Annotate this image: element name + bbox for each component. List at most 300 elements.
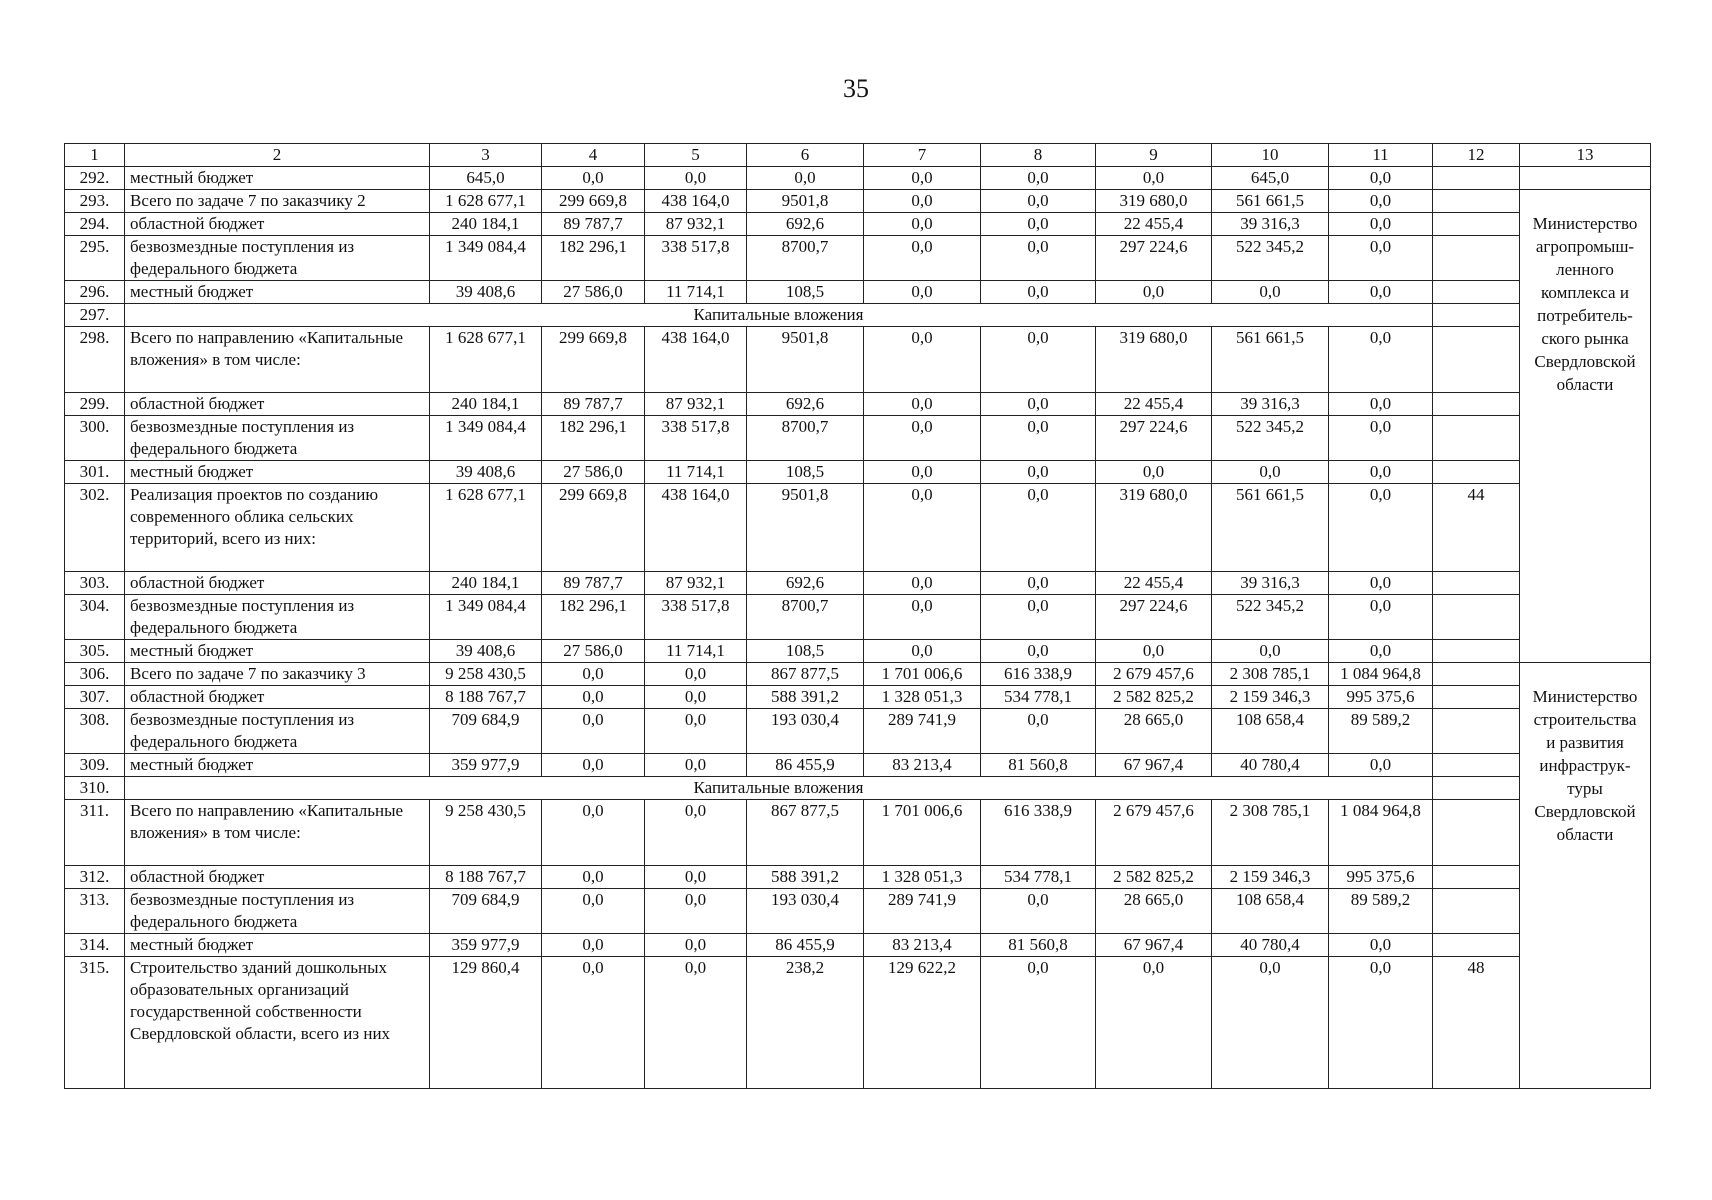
column-header: 7 bbox=[864, 144, 981, 167]
column-12-cell bbox=[1433, 213, 1520, 236]
row-number: 302. bbox=[65, 484, 125, 572]
row-label: безвозмездные поступления из федерального бюджета bbox=[125, 416, 430, 461]
value-cell: 2 308 785,1 bbox=[1212, 800, 1329, 866]
value-cell: 645,0 bbox=[1212, 167, 1329, 190]
value-cell: 11 714,1 bbox=[645, 281, 747, 304]
value-cell: 0,0 bbox=[864, 640, 981, 663]
value-cell: 27 586,0 bbox=[542, 640, 645, 663]
column-12-cell bbox=[1433, 934, 1520, 957]
value-cell: 0,0 bbox=[1329, 461, 1433, 484]
value-cell: 11 714,1 bbox=[645, 640, 747, 663]
value-cell: 0,0 bbox=[1329, 572, 1433, 595]
value-cell: 67 967,4 bbox=[1096, 754, 1212, 777]
value-cell: 9501,8 bbox=[747, 190, 864, 213]
value-cell: 8700,7 bbox=[747, 236, 864, 281]
value-cell: 40 780,4 bbox=[1212, 754, 1329, 777]
value-cell: 561 661,5 bbox=[1212, 327, 1329, 393]
value-cell: 81 560,8 bbox=[981, 754, 1096, 777]
value-cell: 438 164,0 bbox=[645, 484, 747, 572]
value-cell: 0,0 bbox=[1096, 640, 1212, 663]
value-cell: 89 787,7 bbox=[542, 213, 645, 236]
value-cell: 182 296,1 bbox=[542, 595, 645, 640]
value-cell: 0,0 bbox=[1329, 213, 1433, 236]
value-cell: 0,0 bbox=[981, 393, 1096, 416]
value-cell: 692,6 bbox=[747, 572, 864, 595]
value-cell: 709 684,9 bbox=[430, 889, 542, 934]
value-cell: 0,0 bbox=[981, 281, 1096, 304]
value-cell: 0,0 bbox=[1329, 416, 1433, 461]
row-label: местный бюджет bbox=[125, 934, 430, 957]
column-header: 4 bbox=[542, 144, 645, 167]
column-12-cell bbox=[1433, 709, 1520, 754]
column-12-cell bbox=[1433, 281, 1520, 304]
value-cell: 867 877,5 bbox=[747, 800, 864, 866]
value-cell: 0,0 bbox=[981, 190, 1096, 213]
value-cell: 0,0 bbox=[864, 572, 981, 595]
value-cell: 28 665,0 bbox=[1096, 709, 1212, 754]
value-cell: 0,0 bbox=[542, 934, 645, 957]
column-header: 10 bbox=[1212, 144, 1329, 167]
value-cell: 588 391,2 bbox=[747, 866, 864, 889]
value-cell: 0,0 bbox=[1329, 640, 1433, 663]
value-cell: 0,0 bbox=[1329, 327, 1433, 393]
value-cell: 0,0 bbox=[542, 663, 645, 686]
value-cell: 0,0 bbox=[542, 800, 645, 866]
column-header: 1 bbox=[65, 144, 125, 167]
value-cell: 108 658,4 bbox=[1212, 889, 1329, 934]
value-cell: 0,0 bbox=[1096, 461, 1212, 484]
row-label: местный бюджет bbox=[125, 640, 430, 663]
value-cell: 0,0 bbox=[981, 889, 1096, 934]
column-12-cell bbox=[1433, 866, 1520, 889]
value-cell: 86 455,9 bbox=[747, 754, 864, 777]
value-cell: 438 164,0 bbox=[645, 190, 747, 213]
value-cell: 1 084 964,8 bbox=[1329, 800, 1433, 866]
value-cell: 561 661,5 bbox=[1212, 484, 1329, 572]
row-number: 307. bbox=[65, 686, 125, 709]
value-cell: 1 084 964,8 bbox=[1329, 663, 1433, 686]
value-cell: 995 375,6 bbox=[1329, 866, 1433, 889]
column-12-cell bbox=[1433, 754, 1520, 777]
row-label: безвозмездные поступления из федерального бюджета bbox=[125, 889, 430, 934]
value-cell: 0,0 bbox=[864, 484, 981, 572]
value-cell: 22 455,4 bbox=[1096, 572, 1212, 595]
column-12-cell bbox=[1433, 889, 1520, 934]
column-12-cell bbox=[1433, 236, 1520, 281]
column-header: 11 bbox=[1329, 144, 1433, 167]
section-title: Капитальные вложения bbox=[125, 304, 1433, 327]
row-label: безвозмездные поступления из федерального бюджета bbox=[125, 595, 430, 640]
value-cell: 0,0 bbox=[542, 754, 645, 777]
value-cell: 0,0 bbox=[864, 281, 981, 304]
value-cell: 0,0 bbox=[864, 190, 981, 213]
value-cell: 0,0 bbox=[981, 327, 1096, 393]
value-cell: 108 658,4 bbox=[1212, 709, 1329, 754]
value-cell: 0,0 bbox=[542, 866, 645, 889]
value-cell: 359 977,9 bbox=[430, 934, 542, 957]
value-cell: 0,0 bbox=[645, 709, 747, 754]
column-12-cell: 48 bbox=[1433, 957, 1520, 1089]
value-cell: 240 184,1 bbox=[430, 572, 542, 595]
column-12-cell bbox=[1433, 461, 1520, 484]
value-cell: 0,0 bbox=[864, 167, 981, 190]
column-12-cell bbox=[1433, 393, 1520, 416]
value-cell: 87 932,1 bbox=[645, 213, 747, 236]
row-number: 308. bbox=[65, 709, 125, 754]
column-12-cell bbox=[1433, 327, 1520, 393]
value-cell: 297 224,6 bbox=[1096, 236, 1212, 281]
value-cell: 319 680,0 bbox=[1096, 190, 1212, 213]
value-cell: 89 787,7 bbox=[542, 393, 645, 416]
value-cell: 0,0 bbox=[1212, 957, 1329, 1089]
row-label: Всего по задаче 7 по заказчику 2 bbox=[125, 190, 430, 213]
value-cell: 1 628 677,1 bbox=[430, 190, 542, 213]
row-number: 312. bbox=[65, 866, 125, 889]
value-cell: 67 967,4 bbox=[1096, 934, 1212, 957]
table-row bbox=[65, 777, 1651, 800]
column-12-cell bbox=[1433, 167, 1520, 190]
table-body bbox=[65, 144, 1651, 1089]
row-label: Реализация проектов по созданию современного облика сельских территорий, всего из них: bbox=[125, 484, 430, 572]
table-row bbox=[65, 866, 1651, 889]
value-cell: 2 159 346,3 bbox=[1212, 686, 1329, 709]
value-cell: 0,0 bbox=[864, 327, 981, 393]
value-cell: 0,0 bbox=[747, 167, 864, 190]
value-cell: 0,0 bbox=[981, 213, 1096, 236]
value-cell: 0,0 bbox=[1329, 754, 1433, 777]
row-number: 304. bbox=[65, 595, 125, 640]
value-cell: 39 316,3 bbox=[1212, 213, 1329, 236]
value-cell: 534 778,1 bbox=[981, 686, 1096, 709]
value-cell: 709 684,9 bbox=[430, 709, 542, 754]
value-cell: 2 582 825,2 bbox=[1096, 686, 1212, 709]
table-row bbox=[65, 327, 1651, 393]
column-12-cell bbox=[1433, 572, 1520, 595]
value-cell: 81 560,8 bbox=[981, 934, 1096, 957]
value-cell: 27 586,0 bbox=[542, 281, 645, 304]
value-cell: 2 679 457,6 bbox=[1096, 800, 1212, 866]
column-header: 13 bbox=[1520, 144, 1651, 167]
row-number: 314. bbox=[65, 934, 125, 957]
value-cell: 0,0 bbox=[1329, 281, 1433, 304]
value-cell: 108,5 bbox=[747, 461, 864, 484]
value-cell: 297 224,6 bbox=[1096, 595, 1212, 640]
value-cell: 193 030,4 bbox=[747, 709, 864, 754]
value-cell: 1 349 084,4 bbox=[430, 236, 542, 281]
value-cell: 240 184,1 bbox=[430, 393, 542, 416]
value-cell: 129 860,4 bbox=[430, 957, 542, 1089]
value-cell: 995 375,6 bbox=[1329, 686, 1433, 709]
value-cell: 182 296,1 bbox=[542, 236, 645, 281]
value-cell: 89 589,2 bbox=[1329, 889, 1433, 934]
value-cell: 0,0 bbox=[542, 167, 645, 190]
table-row bbox=[65, 167, 1651, 190]
table-row bbox=[65, 957, 1651, 1089]
value-cell: 11 714,1 bbox=[645, 461, 747, 484]
value-cell: 39 408,6 bbox=[430, 640, 542, 663]
table-row bbox=[65, 416, 1651, 461]
column-12-cell bbox=[1433, 800, 1520, 866]
value-cell: 0,0 bbox=[542, 957, 645, 1089]
value-cell: 22 455,4 bbox=[1096, 393, 1212, 416]
value-cell: 0,0 bbox=[645, 800, 747, 866]
value-cell: 39 316,3 bbox=[1212, 572, 1329, 595]
value-cell: 9501,8 bbox=[747, 484, 864, 572]
value-cell: 2 679 457,6 bbox=[1096, 663, 1212, 686]
column-12-cell bbox=[1433, 416, 1520, 461]
row-label: местный бюджет bbox=[125, 167, 430, 190]
row-label: Строительство зданий дошкольных образовательных организаций государственной собственности Свердловской области, всего из них bbox=[125, 957, 430, 1089]
value-cell: 0,0 bbox=[981, 461, 1096, 484]
value-cell: 319 680,0 bbox=[1096, 484, 1212, 572]
row-label: областной бюджет bbox=[125, 213, 430, 236]
value-cell: 299 669,8 bbox=[542, 190, 645, 213]
value-cell: 1 628 677,1 bbox=[430, 327, 542, 393]
value-cell: 129 622,2 bbox=[864, 957, 981, 1089]
value-cell: 0,0 bbox=[1096, 167, 1212, 190]
value-cell: 299 669,8 bbox=[542, 327, 645, 393]
value-cell: 0,0 bbox=[981, 595, 1096, 640]
value-cell: 0,0 bbox=[1329, 595, 1433, 640]
value-cell: 616 338,9 bbox=[981, 663, 1096, 686]
row-label: областной бюджет bbox=[125, 393, 430, 416]
table-row bbox=[65, 304, 1651, 327]
value-cell: 438 164,0 bbox=[645, 327, 747, 393]
value-cell: 0,0 bbox=[1212, 461, 1329, 484]
value-cell: 0,0 bbox=[981, 167, 1096, 190]
row-number: 313. bbox=[65, 889, 125, 934]
value-cell: 240 184,1 bbox=[430, 213, 542, 236]
table-row bbox=[65, 663, 1651, 686]
value-cell: 193 030,4 bbox=[747, 889, 864, 934]
column-header: 2 bbox=[125, 144, 430, 167]
value-cell: 522 345,2 bbox=[1212, 595, 1329, 640]
value-cell: 0,0 bbox=[864, 236, 981, 281]
row-number: 303. bbox=[65, 572, 125, 595]
row-number: 306. bbox=[65, 663, 125, 686]
value-cell: 87 932,1 bbox=[645, 393, 747, 416]
table-row bbox=[65, 190, 1651, 213]
responsible-organization bbox=[1520, 190, 1651, 663]
value-cell: 8 188 767,7 bbox=[430, 686, 542, 709]
value-cell: 9 258 430,5 bbox=[430, 800, 542, 866]
value-cell: 8 188 767,7 bbox=[430, 866, 542, 889]
value-cell: 8700,7 bbox=[747, 595, 864, 640]
value-cell: 338 517,8 bbox=[645, 416, 747, 461]
value-cell: 0,0 bbox=[1329, 934, 1433, 957]
value-cell: 0,0 bbox=[645, 167, 747, 190]
value-cell: 299 669,8 bbox=[542, 484, 645, 572]
row-number: 310. bbox=[65, 777, 125, 800]
value-cell: 0,0 bbox=[1329, 236, 1433, 281]
row-label: местный бюджет bbox=[125, 281, 430, 304]
value-cell: 0,0 bbox=[1212, 281, 1329, 304]
table-row bbox=[65, 572, 1651, 595]
row-number: 294. bbox=[65, 213, 125, 236]
column-12-cell bbox=[1433, 640, 1520, 663]
column-header: 6 bbox=[747, 144, 864, 167]
row-label: безвозмездные поступления из федерального бюджета bbox=[125, 709, 430, 754]
value-cell: 0,0 bbox=[1096, 957, 1212, 1089]
row-number: 292. bbox=[65, 167, 125, 190]
row-label: Всего по задаче 7 по заказчику 3 bbox=[125, 663, 430, 686]
page-number: 35 bbox=[843, 74, 869, 103]
value-cell: 182 296,1 bbox=[542, 416, 645, 461]
value-cell: 561 661,5 bbox=[1212, 190, 1329, 213]
value-cell: 0,0 bbox=[864, 393, 981, 416]
table-row bbox=[65, 393, 1651, 416]
column-header: 8 bbox=[981, 144, 1096, 167]
value-cell: 0,0 bbox=[1329, 190, 1433, 213]
column-header: 5 bbox=[645, 144, 747, 167]
value-cell: 0,0 bbox=[1329, 957, 1433, 1089]
value-cell: 1 701 006,6 bbox=[864, 663, 981, 686]
table-row bbox=[65, 461, 1651, 484]
row-label: областной бюджет bbox=[125, 572, 430, 595]
column-12-cell bbox=[1433, 686, 1520, 709]
row-number: 299. bbox=[65, 393, 125, 416]
value-cell: 0,0 bbox=[645, 889, 747, 934]
value-cell: 0,0 bbox=[542, 709, 645, 754]
section-title: Капитальные вложения bbox=[125, 777, 1433, 800]
row-number: 305. bbox=[65, 640, 125, 663]
value-cell: 1 328 051,3 bbox=[864, 686, 981, 709]
table-row bbox=[65, 484, 1651, 572]
value-cell: 0,0 bbox=[981, 236, 1096, 281]
value-cell: 1 701 006,6 bbox=[864, 800, 981, 866]
value-cell: 2 582 825,2 bbox=[1096, 866, 1212, 889]
row-number: 295. bbox=[65, 236, 125, 281]
value-cell: 9 258 430,5 bbox=[430, 663, 542, 686]
value-cell: 0,0 bbox=[645, 957, 747, 1089]
value-cell: 359 977,9 bbox=[430, 754, 542, 777]
row-number: 311. bbox=[65, 800, 125, 866]
organization-name: Министерство строительства и развития инфраструк- туры Свердловской области bbox=[1532, 687, 1638, 844]
row-label: областной бюджет bbox=[125, 866, 430, 889]
value-cell: 289 741,9 bbox=[864, 709, 981, 754]
value-cell: 692,6 bbox=[747, 213, 864, 236]
value-cell: 83 213,4 bbox=[864, 934, 981, 957]
value-cell: 0,0 bbox=[645, 754, 747, 777]
value-cell: 1 349 084,4 bbox=[430, 595, 542, 640]
value-cell: 1 628 677,1 bbox=[430, 484, 542, 572]
responsible-organization bbox=[1520, 663, 1651, 1089]
value-cell: 0,0 bbox=[981, 957, 1096, 1089]
value-cell: 0,0 bbox=[981, 484, 1096, 572]
value-cell: 108,5 bbox=[747, 281, 864, 304]
column-12-cell: 44 bbox=[1433, 484, 1520, 572]
organization-cell bbox=[1520, 167, 1651, 190]
value-cell: 0,0 bbox=[1329, 484, 1433, 572]
value-cell: 0,0 bbox=[981, 640, 1096, 663]
value-cell: 27 586,0 bbox=[542, 461, 645, 484]
value-cell: 9501,8 bbox=[747, 327, 864, 393]
value-cell: 22 455,4 bbox=[1096, 213, 1212, 236]
row-label: Всего по направлению «Капитальные вложения» в том числе: bbox=[125, 327, 430, 393]
table-row bbox=[65, 800, 1651, 866]
row-number: 315. bbox=[65, 957, 125, 1089]
value-cell: 39 408,6 bbox=[430, 461, 542, 484]
row-label: безвозмездные поступления из федерального бюджета bbox=[125, 236, 430, 281]
column-12-cell bbox=[1433, 663, 1520, 686]
value-cell: 2 308 785,1 bbox=[1212, 663, 1329, 686]
table-row bbox=[65, 236, 1651, 281]
column-header: 3 bbox=[430, 144, 542, 167]
value-cell: 0,0 bbox=[542, 889, 645, 934]
table-row bbox=[65, 281, 1651, 304]
row-number: 309. bbox=[65, 754, 125, 777]
row-number: 300. bbox=[65, 416, 125, 461]
value-cell: 0,0 bbox=[981, 709, 1096, 754]
value-cell: 0,0 bbox=[645, 934, 747, 957]
column-header: 12 bbox=[1433, 144, 1520, 167]
value-cell: 522 345,2 bbox=[1212, 236, 1329, 281]
table-row bbox=[65, 595, 1651, 640]
table-row bbox=[65, 709, 1651, 754]
value-cell: 0,0 bbox=[981, 572, 1096, 595]
value-cell: 338 517,8 bbox=[645, 236, 747, 281]
value-cell: 83 213,4 bbox=[864, 754, 981, 777]
row-label: Всего по направлению «Капитальные вложения» в том числе: bbox=[125, 800, 430, 866]
value-cell: 0,0 bbox=[1329, 167, 1433, 190]
table-row bbox=[65, 889, 1651, 934]
table-row bbox=[65, 754, 1651, 777]
value-cell: 39 316,3 bbox=[1212, 393, 1329, 416]
value-cell: 28 665,0 bbox=[1096, 889, 1212, 934]
table-row bbox=[65, 213, 1651, 236]
value-cell: 0,0 bbox=[1329, 393, 1433, 416]
value-cell: 522 345,2 bbox=[1212, 416, 1329, 461]
table-header-row bbox=[65, 144, 1651, 167]
value-cell: 534 778,1 bbox=[981, 866, 1096, 889]
value-cell: 338 517,8 bbox=[645, 595, 747, 640]
value-cell: 289 741,9 bbox=[864, 889, 981, 934]
value-cell: 0,0 bbox=[542, 686, 645, 709]
value-cell: 40 780,4 bbox=[1212, 934, 1329, 957]
value-cell: 0,0 bbox=[645, 686, 747, 709]
organization-name: Министерство агропромыш- ленного комплекса и потребитель- ского рынка Свердловской области bbox=[1532, 214, 1638, 394]
value-cell: 0,0 bbox=[864, 461, 981, 484]
value-cell: 39 408,6 bbox=[430, 281, 542, 304]
column-12-cell bbox=[1433, 595, 1520, 640]
row-label: местный бюджет bbox=[125, 754, 430, 777]
value-cell: 238,2 bbox=[747, 957, 864, 1089]
row-number: 301. bbox=[65, 461, 125, 484]
value-cell: 1 349 084,4 bbox=[430, 416, 542, 461]
value-cell: 319 680,0 bbox=[1096, 327, 1212, 393]
row-number: 296. bbox=[65, 281, 125, 304]
value-cell: 0,0 bbox=[981, 416, 1096, 461]
value-cell: 86 455,9 bbox=[747, 934, 864, 957]
column-header: 9 bbox=[1096, 144, 1212, 167]
value-cell: 867 877,5 bbox=[747, 663, 864, 686]
table-row bbox=[65, 934, 1651, 957]
value-cell: 8700,7 bbox=[747, 416, 864, 461]
value-cell: 89 787,7 bbox=[542, 572, 645, 595]
value-cell: 0,0 bbox=[645, 866, 747, 889]
value-cell: 692,6 bbox=[747, 393, 864, 416]
value-cell: 89 589,2 bbox=[1329, 709, 1433, 754]
value-cell: 297 224,6 bbox=[1096, 416, 1212, 461]
row-number: 293. bbox=[65, 190, 125, 213]
row-label: областной бюджет bbox=[125, 686, 430, 709]
column-12-cell bbox=[1433, 190, 1520, 213]
value-cell: 0,0 bbox=[1096, 281, 1212, 304]
row-label: местный бюджет bbox=[125, 461, 430, 484]
value-cell: 0,0 bbox=[864, 213, 981, 236]
value-cell: 1 328 051,3 bbox=[864, 866, 981, 889]
row-number: 298. bbox=[65, 327, 125, 393]
